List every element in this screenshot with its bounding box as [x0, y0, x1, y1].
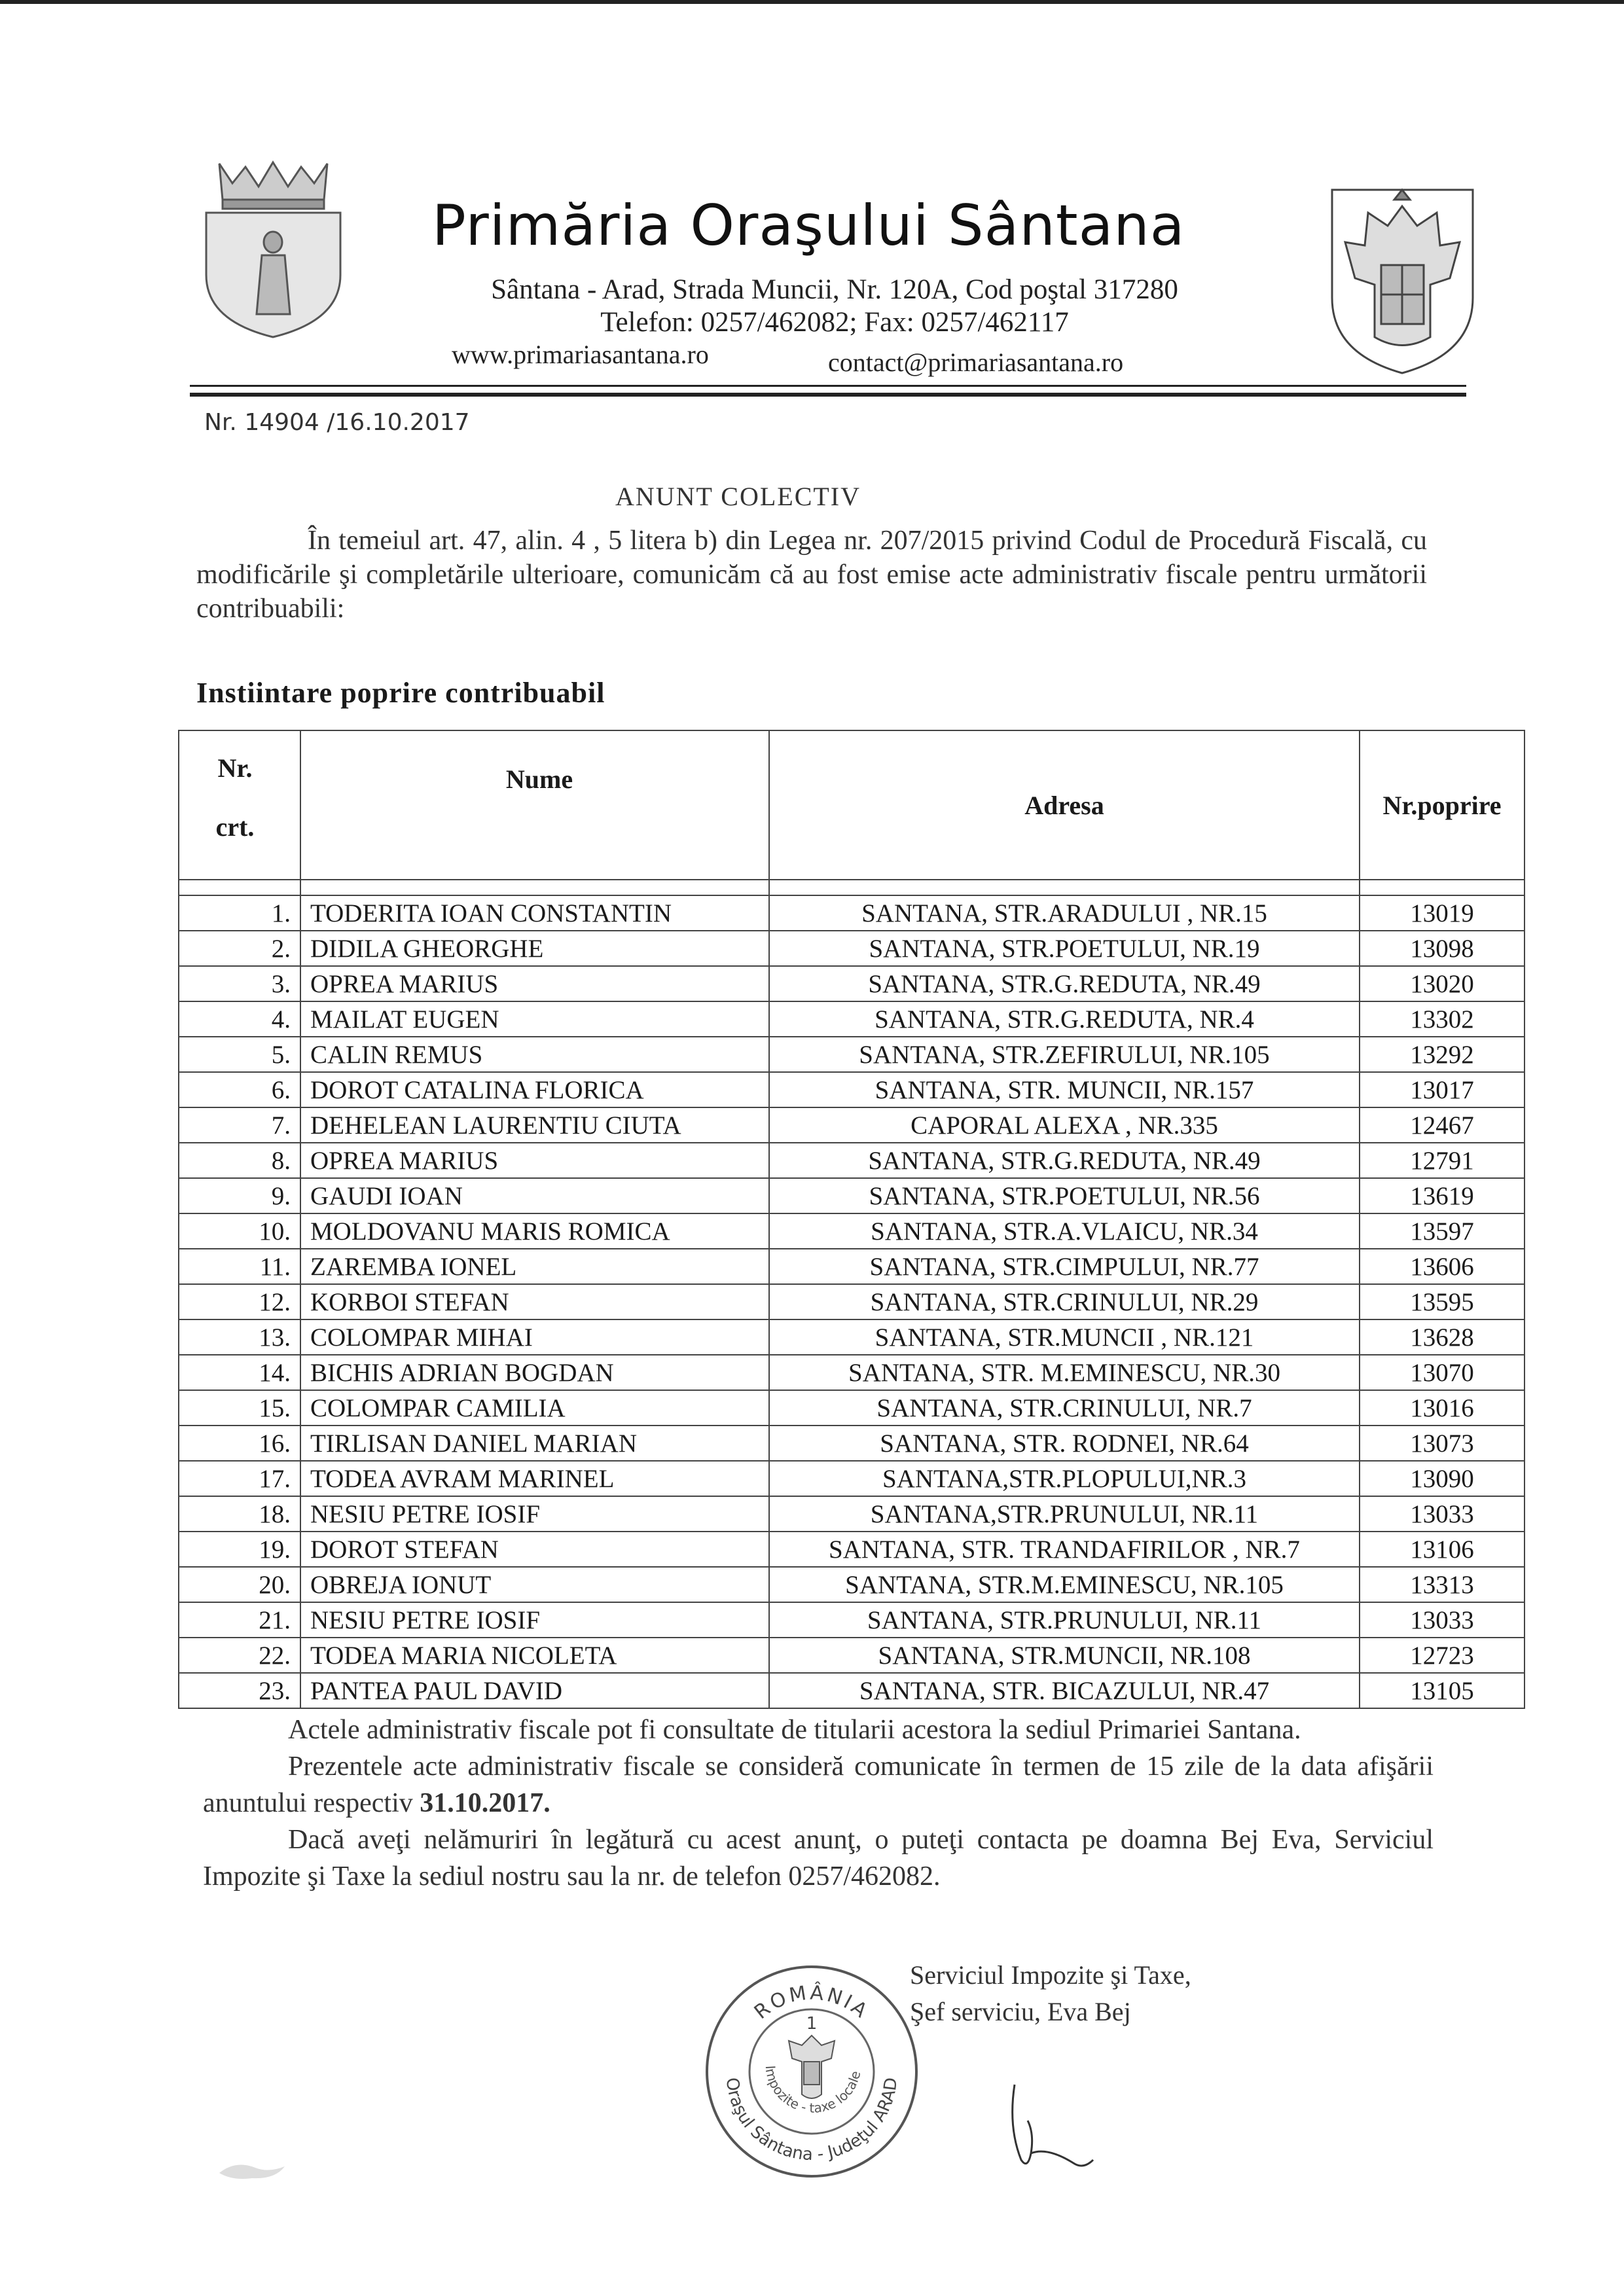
cell-poprire: 13070 [1360, 1355, 1525, 1390]
stamp-top-text: ROMÂNIA [749, 1981, 874, 2024]
cell-address: SANTANA, STR.POETULUI, NR.56 [769, 1178, 1360, 1213]
cell-name: MAILAT EUGEN [300, 1001, 769, 1037]
cell-name: MOLDOVANU MARIS ROMICA [300, 1213, 769, 1249]
cell-name: COLOMPAR MIHAI [300, 1319, 769, 1355]
table-row [179, 1178, 1525, 1213]
cell-address: SANTANA, STR.MUNCII , NR.121 [769, 1319, 1360, 1355]
cell-name: PANTEA PAUL DAVID [300, 1673, 769, 1708]
institution-title: Primăria Oraşului Sântana [432, 193, 1185, 259]
cell-poprire: 13098 [1360, 931, 1525, 966]
cell-poprire: 13033 [1360, 1496, 1525, 1532]
table-row [179, 1213, 1525, 1249]
cell-name: DEHELEAN LAURENTIU CIUTA [300, 1107, 769, 1143]
institution-phone-fax: Telefon: 0257/462082; Fax: 0257/462117 [600, 307, 1069, 338]
cell-name: TIRLISAN DANIEL MARIAN [300, 1426, 769, 1461]
stamp-inner-text: Impozite - taxe locale [762, 2065, 864, 2116]
closing-paragraph-3 [203, 1821, 1434, 1895]
header-nr-label: Nr. [217, 753, 253, 783]
cell-poprire: 13020 [1360, 966, 1525, 1001]
table-row [179, 1426, 1525, 1461]
table-header-gap [179, 880, 1525, 895]
cell-nr: 15. [179, 1390, 300, 1426]
signature-department: Serviciul Impozite şi Taxe, [910, 1960, 1191, 1990]
stamp-number: 1 [806, 2014, 818, 2034]
cell-address: SANTANA, STR.M.EMINESCU, NR.105 [769, 1567, 1360, 1602]
cell-poprire: 13595 [1360, 1284, 1525, 1319]
closing-text-2: Prezentele acte administrativ fiscale se consideră comunicate în termen de 15 zile de la data afişării anuntului respectiv [203, 1751, 1434, 1818]
cell-nr: 20. [179, 1567, 300, 1602]
cell-nr: 14. [179, 1355, 300, 1390]
table-row [179, 1602, 1525, 1638]
table-row [179, 1390, 1525, 1426]
institution-address: Sântana - Arad, Strada Muncii, Nr. 120A, Cod poştal 317280 [491, 274, 1178, 305]
cell-name: BICHIS ADRIAN BOGDAN [300, 1355, 769, 1390]
romania-coat-of-arms-icon [1329, 187, 1476, 376]
cell-nr: 8. [179, 1143, 300, 1178]
cell-nr: 1. [179, 895, 300, 931]
table-row [179, 1496, 1525, 1532]
cell-name: OPREA MARIUS [300, 1143, 769, 1178]
cell-address: SANTANA, STR.CIMPULUI, NR.77 [769, 1249, 1360, 1284]
intro-text: În temeiul art. 47, alin. 4 , 5 litera b) din Legea nr. 207/2015 privind Codul de Procedură Fiscală, cu modificările şi completările ulterioare, comunicăm că au fost emise acte administrativ fiscale pentru următorii contribuabili: [196, 526, 1427, 624]
cell-poprire: 13628 [1360, 1319, 1525, 1355]
cell-nr: 5. [179, 1037, 300, 1072]
cell-nr: 21. [179, 1602, 300, 1638]
table-row [179, 1001, 1525, 1037]
cell-address: SANTANA, STR.A.VLAICU, NR.34 [769, 1213, 1360, 1249]
cell-nr: 10. [179, 1213, 300, 1249]
cell-name: TODERITA IOAN CONSTANTIN [300, 895, 769, 931]
cell-address: SANTANA, STR. BICAZULUI, NR.47 [769, 1673, 1360, 1708]
cell-name: CALIN REMUS [300, 1037, 769, 1072]
header-nume: Nume [300, 730, 769, 880]
table-row [179, 931, 1525, 966]
table-row [179, 966, 1525, 1001]
cell-name: DOROT CATALINA FLORICA [300, 1072, 769, 1107]
table-row [179, 895, 1525, 931]
cell-nr: 9. [179, 1178, 300, 1213]
table-row [179, 1532, 1525, 1567]
gap-cell [300, 880, 769, 895]
table-row [179, 1638, 1525, 1673]
cell-address: SANTANA, STR.POETULUI, NR.19 [769, 931, 1360, 966]
cell-nr: 2. [179, 931, 300, 966]
cell-address: SANTANA, STR.ARADULUI , NR.15 [769, 895, 1360, 931]
cell-address: SANTANA, STR. M.EMINESCU, NR.30 [769, 1355, 1360, 1390]
cell-address: SANTANA, STR.CRINULUI, NR.29 [769, 1284, 1360, 1319]
cell-name: DOROT STEFAN [300, 1532, 769, 1567]
signature-name: Şef serviciu, Eva Bej [910, 1997, 1131, 2026]
cell-address: SANTANA, STR.MUNCII, NR.108 [769, 1638, 1360, 1673]
closing-paragraph-1 [203, 1712, 1434, 1748]
cell-nr: 3. [179, 966, 300, 1001]
cell-name: NESIU PETRE IOSIF [300, 1602, 769, 1638]
closing-text-3: Dacă aveţi nelămuriri în legătură cu acest anunţ, o puteţi contacta pe doamna Bej Eva, Serviciul Impozite şi Taxe la sediul nostru sau la nr. de telefon 0257/462082. [203, 1825, 1434, 1892]
cell-address: SANTANA, STR.PRUNULUI, NR.11 [769, 1602, 1360, 1638]
cell-poprire: 13073 [1360, 1426, 1525, 1461]
cell-poprire: 12723 [1360, 1638, 1525, 1673]
cell-poprire: 13313 [1360, 1567, 1525, 1602]
scan-top-edge [0, 0, 1624, 4]
closing-text-1: Actele administrativ fiscale pot fi consultate de titularii acestora la sediul Primariei Santana. [288, 1715, 1301, 1745]
cell-nr: 22. [179, 1638, 300, 1673]
document-number: Nr. 14904 /16.10.2017 [204, 409, 470, 436]
table-row [179, 1037, 1525, 1072]
cell-poprire: 13606 [1360, 1249, 1525, 1284]
cell-name: TODEA AVRAM MARINEL [300, 1461, 769, 1496]
cell-nr: 17. [179, 1461, 300, 1496]
cell-address: SANTANA, STR.G.REDUTA, NR.4 [769, 1001, 1360, 1037]
signature-block [910, 1957, 1191, 2030]
contribuabili-table [178, 730, 1525, 1709]
cell-address: SANTANA, STR.ZEFIRULUI, NR.105 [769, 1037, 1360, 1072]
cell-nr: 23. [179, 1673, 300, 1708]
cell-name: GAUDI IOAN [300, 1178, 769, 1213]
cell-name: NESIU PETRE IOSIF [300, 1496, 769, 1532]
intro-paragraph [196, 524, 1427, 626]
cell-address: SANTANA, STR. TRANDAFIRILOR , NR.7 [769, 1532, 1360, 1567]
cell-poprire: 13619 [1360, 1178, 1525, 1213]
cell-poprire: 12791 [1360, 1143, 1525, 1178]
cell-name: KORBOI STEFAN [300, 1284, 769, 1319]
cell-poprire: 13292 [1360, 1037, 1525, 1072]
cell-nr: 19. [179, 1532, 300, 1567]
gap-cell [769, 880, 1360, 895]
cell-address: SANTANA, STR. RODNEI, NR.64 [769, 1426, 1360, 1461]
stamp-bottom-text: Oraşul Sântana - Judeţul ARAD [721, 2076, 902, 2165]
cell-poprire: 12467 [1360, 1107, 1525, 1143]
cell-address: SANTANA, STR.G.REDUTA, NR.49 [769, 1143, 1360, 1178]
stamp-eagle-icon [789, 2036, 835, 2098]
table-row [179, 1319, 1525, 1355]
institution-email: contact@primariasantana.ro [828, 348, 1124, 377]
closing-date: 31.10.2017. [420, 1788, 550, 1818]
table-header-row [179, 730, 1525, 880]
table-row [179, 1567, 1525, 1602]
header-divider-thick [190, 393, 1466, 397]
cell-poprire: 13105 [1360, 1673, 1525, 1708]
header-adresa: Adresa [769, 730, 1360, 880]
cell-poprire: 13597 [1360, 1213, 1525, 1249]
cell-address: SANTANA, STR. MUNCII, NR.157 [769, 1072, 1360, 1107]
closing-paragraph-2 [203, 1748, 1434, 1821]
cell-poprire: 13016 [1360, 1390, 1525, 1426]
cell-poprire: 13017 [1360, 1072, 1525, 1107]
table-body [179, 895, 1525, 1708]
header-nr-crt [179, 730, 300, 880]
cell-nr: 13. [179, 1319, 300, 1355]
cell-poprire: 13033 [1360, 1602, 1525, 1638]
cell-poprire: 13090 [1360, 1461, 1525, 1496]
cell-address: SANTANA,STR.PRUNULUI, NR.11 [769, 1496, 1360, 1532]
town-crest-icon [193, 151, 353, 340]
scan-smudge-icon [216, 2153, 288, 2186]
table-row [179, 1355, 1525, 1390]
cell-poprire: 13019 [1360, 895, 1525, 931]
cell-poprire: 13302 [1360, 1001, 1525, 1037]
cell-poprire: 13106 [1360, 1532, 1525, 1567]
cell-name: OPREA MARIUS [300, 966, 769, 1001]
table-row [179, 1673, 1525, 1708]
cell-address: SANTANA, STR.CRINULUI, NR.7 [769, 1390, 1360, 1426]
cell-nr: 7. [179, 1107, 300, 1143]
cell-nr: 4. [179, 1001, 300, 1037]
header-nr-poprire: Nr.poprire [1360, 730, 1525, 880]
table-row [179, 1284, 1525, 1319]
section-title: Instiintare poprire contribuabil [196, 677, 605, 709]
cell-address: SANTANA, STR.G.REDUTA, NR.49 [769, 966, 1360, 1001]
cell-nr: 18. [179, 1496, 300, 1532]
cell-address: CAPORAL ALEXA , NR.335 [769, 1107, 1360, 1143]
table-row [179, 1461, 1525, 1496]
table-row [179, 1249, 1525, 1284]
table-row [179, 1107, 1525, 1143]
header-crt-label: crt. [215, 812, 255, 842]
header-divider-thin [190, 385, 1466, 387]
cell-address: SANTANA,STR.PLOPULUI,NR.3 [769, 1461, 1360, 1496]
cell-nr: 6. [179, 1072, 300, 1107]
cell-nr: 12. [179, 1284, 300, 1319]
gap-cell [179, 880, 300, 895]
gap-cell [1360, 880, 1525, 895]
cell-name: DIDILA GHEORGHE [300, 931, 769, 966]
cell-nr: 11. [179, 1249, 300, 1284]
cell-name: TODEA MARIA NICOLETA [300, 1638, 769, 1673]
closing-section [203, 1712, 1434, 1895]
table-row [179, 1072, 1525, 1107]
institution-website: www.primariasantana.ro [452, 340, 709, 369]
cell-name: COLOMPAR CAMILIA [300, 1390, 769, 1426]
document-heading: ANUNT COLECTIV [615, 482, 861, 511]
handwritten-signature-icon [995, 2081, 1100, 2173]
cell-name: ZAREMBA IONEL [300, 1249, 769, 1284]
cell-nr: 16. [179, 1426, 300, 1461]
cell-name: OBREJA IONUT [300, 1567, 769, 1602]
official-stamp-icon [704, 1964, 920, 2179]
table-row [179, 1143, 1525, 1178]
